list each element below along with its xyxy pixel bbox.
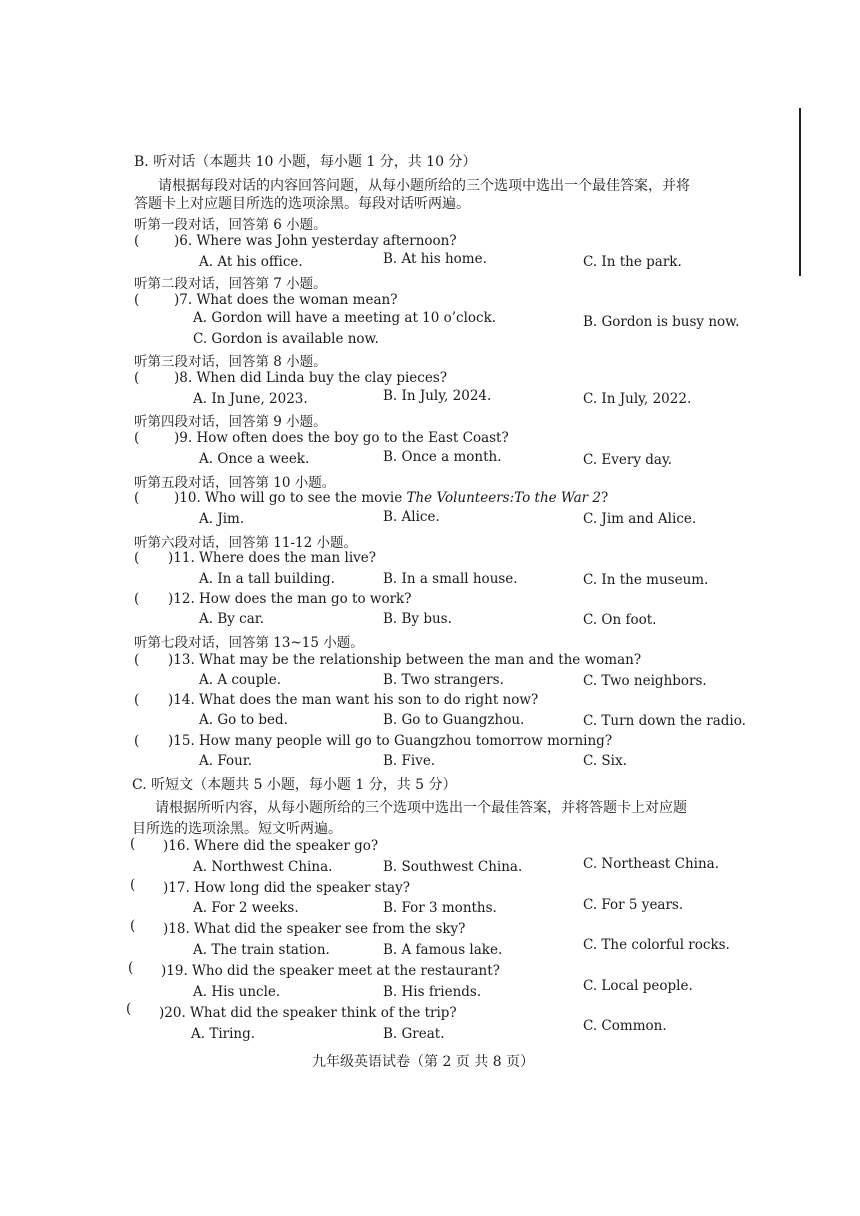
q12-option-c: C. On foot. [583,612,657,628]
q17-question: )17. How long did the speaker stay? [163,880,410,896]
q10-question [174,490,608,506]
q18-question: )18. What did the speaker see from the sky? [163,921,466,937]
q8-option-c: C. In July, 2022. [583,391,692,407]
section-c-heading: C. 听短文（本题共 5 小题，每小题 1 分，共 5 分） [132,777,457,793]
q11-option-a: A. In a tall building. [199,571,335,587]
q16-option-a: A. Northwest China. [193,859,333,875]
q15-option-a: A. Four. [199,753,253,769]
q12-paren: ( [134,591,140,607]
q12-option-a: A. By car. [199,611,265,627]
q6-option-b: B. At his home. [383,251,487,267]
q11-option-b: B. In a small house. [383,571,518,587]
scan-edge-line [799,108,801,276]
q10-option-b: B. Alice. [383,509,440,525]
segment-6-label: 听第六段对话，回答第 11-12 小题。 [134,535,358,551]
q15-question: )15. How many people will go to Guangzhou tomorrow morning? [168,733,613,749]
q10-paren: ( [134,490,140,506]
q9-paren: ( [134,430,140,446]
q8-question: )8. When did Linda buy the clay pieces? [174,370,447,386]
q10-question-text: )10. Who will go to see the movie [174,490,407,506]
section-c-instruction-2: 目所选的选项涂黑。短文听两遍。 [132,821,342,837]
q6-option-c: C. In the park. [583,254,682,270]
q7-question: )7. What does the woman mean? [174,292,398,308]
q17-paren: ( [130,877,136,893]
q6-option-a: A. At his office. [199,254,303,270]
q20-option-b: B. Great. [383,1026,445,1042]
q18-paren: ( [130,918,136,934]
q14-option-c: C. Turn down the radio. [583,713,746,729]
q17-option-a: A. For 2 weeks. [193,900,299,916]
q9-option-c: C. Every day. [583,452,673,468]
q19-question: )19. Who did the speaker meet at the restaurant? [161,963,500,979]
q12-question: )12. How does the man go to work? [168,591,412,607]
q18-option-a: A. The train station. [193,942,330,958]
q15-paren: ( [134,733,140,749]
q9-option-b: B. Once a month. [383,449,502,465]
q11-option-c: C. In the museum. [583,572,709,588]
q14-paren: ( [134,692,140,708]
q20-paren: ( [126,1001,132,1017]
segment-5-label: 听第五段对话，回答第 10 小题。 [134,475,336,491]
q18-option-b: B. A famous lake. [383,942,503,958]
page-footer: 九年级英语试卷（第 2 页 共 8 页） [312,1054,535,1070]
segment-3-label: 听第三段对话，回答第 8 小题。 [134,354,327,370]
section-b-heading: B. 听对话（本题共 10 小题，每小题 1 分，共 10 分） [134,154,477,170]
segment-1-label: 听第一段对话，回答第 6 小题。 [134,217,327,233]
segment-7-label: 听第七段对话，回答第 13~15 小题。 [134,635,364,651]
q14-option-a: A. Go to bed. [199,712,288,728]
q8-option-b: B. In July, 2024. [383,388,492,404]
section-b-instruction-1: 请根据每段对话的内容回答问题，从每小题所给的三个选项中选出一个最佳答案，并将 [158,178,690,194]
q10-option-a: A. Jim. [199,511,245,527]
section-b-instruction-2: 答题卡上对应题目所选的选项涂黑。每段对话听两遍。 [134,196,470,212]
segment-4-label: 听第四段对话，回答第 9 小题。 [134,414,327,430]
q20-question: )20. What did the speaker think of the trip? [159,1005,457,1021]
q17-option-b: B. For 3 months. [383,900,497,916]
q9-question: )9. How often does the boy go to the East Coast? [174,430,509,446]
q12-option-b: B. By bus. [383,611,452,627]
q16-option-c: C. Northeast China. [583,856,720,872]
q6-question: )6. Where was John yesterday afternoon? [174,233,457,249]
section-c-instruction-1: 请根据所听内容，从每小题所给的三个选项中选出一个最佳答案，并将答题卡上对应题 [155,800,687,816]
q8-paren: ( [134,370,140,386]
q18-option-c: C. The colorful rocks. [583,937,730,953]
q20-option-a: A. Tiring. [191,1026,256,1042]
q7-option-c: C. Gordon is available now. [193,331,379,347]
q16-paren: ( [130,836,136,852]
q16-question: )16. Where did the speaker go? [163,838,379,854]
q8-option-a: A. In June, 2023. [193,391,308,407]
q13-option-c: C. Two neighbors. [583,673,707,689]
q6-paren: ( [134,233,140,249]
q11-question: )11. Where does the man live? [168,550,377,566]
q15-option-c: C. Six. [583,753,627,769]
q7-paren: ( [134,292,140,308]
q10-movie-title: The Volunteers:To the War 2 [406,490,602,506]
segment-2-label: 听第二段对话，回答第 7 小题。 [134,276,327,292]
q16-option-b: B. Southwest China. [383,859,523,875]
q14-question: )14. What does the man want his son to do right now? [168,692,539,708]
q11-paren: ( [134,550,140,566]
q14-option-b: B. Go to Guangzhou. [383,712,525,728]
q19-option-c: C. Local people. [583,978,693,994]
q13-paren: ( [134,652,140,668]
q9-option-a: A. Once a week. [199,451,310,467]
q15-option-b: B. Five. [383,753,436,769]
q20-option-c: C. Common. [583,1018,667,1034]
q13-question: )13. What may be the relationship between the man and the woman? [168,652,642,668]
q10-question-end: ? [601,490,609,506]
q19-option-a: A. His uncle. [193,984,281,1000]
q19-option-b: B. His friends. [383,984,482,1000]
q17-option-c: C. For 5 years. [583,897,684,913]
q13-option-b: B. Two strangers. [383,672,504,688]
q7-option-b: B. Gordon is busy now. [583,314,740,330]
q13-option-a: A. A couple. [199,672,281,688]
q19-paren: ( [128,960,134,976]
q10-option-c: C. Jim and Alice. [583,511,697,527]
q7-option-a: A. Gordon will have a meeting at 10 o’clock. [193,310,497,326]
